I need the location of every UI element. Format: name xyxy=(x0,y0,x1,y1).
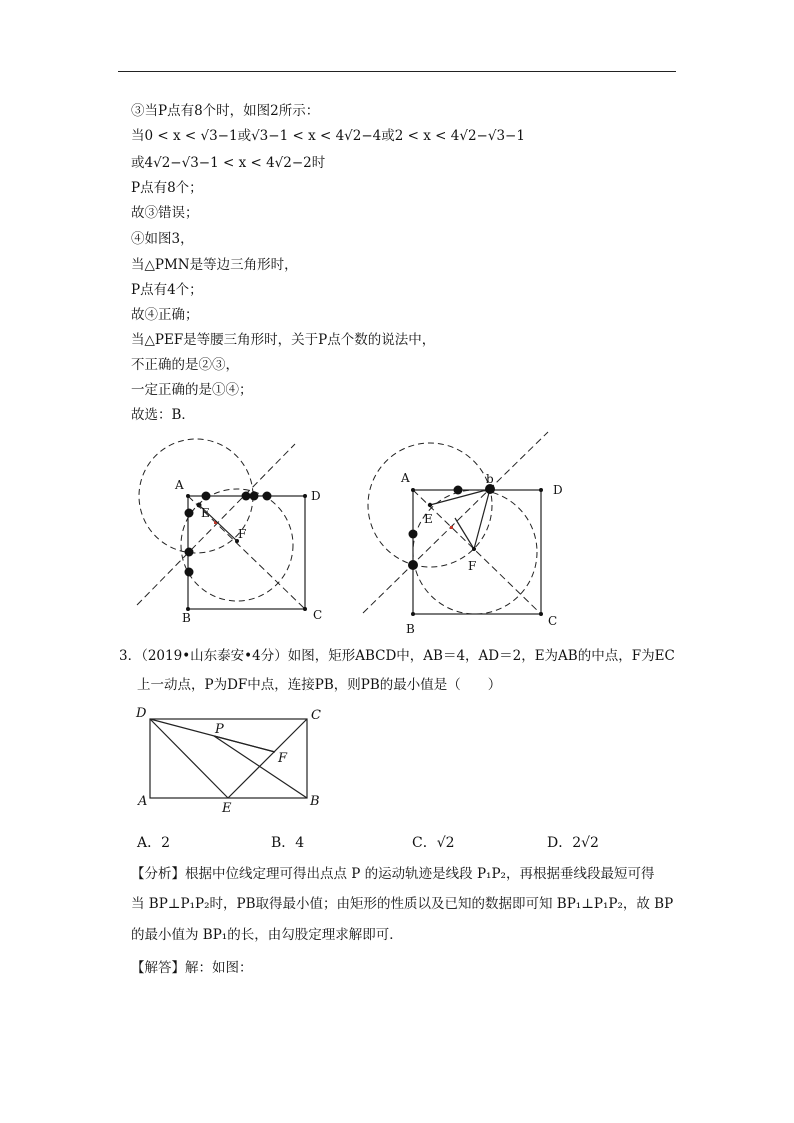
answer-line-1: 【解答】解：如图： xyxy=(131,960,253,976)
analysis-line-3: 的最小值为 BP₁的长，由勾股定理求解即可． xyxy=(131,927,403,943)
figure-question-3 xyxy=(135,706,321,816)
label-a: A xyxy=(138,794,148,809)
text-line: ④如图3， xyxy=(131,231,194,247)
label-f: F xyxy=(238,527,247,541)
text-line: 故选：B． xyxy=(131,407,195,423)
label-b: B xyxy=(406,622,415,636)
text-line: P点有4个； xyxy=(131,282,203,298)
label-c: C xyxy=(313,608,323,622)
text-line: 故④正确； xyxy=(131,307,199,323)
label-f: F xyxy=(468,559,477,573)
label-d: D xyxy=(553,483,563,497)
option-d: D．2√2 xyxy=(547,835,599,851)
diagonal-dashed xyxy=(137,444,295,605)
label-f: F xyxy=(278,751,288,766)
question-line-1: 3．（2019•山东泰安•4分）如图，矩形ABCD中，AB＝4，AD＝2，E为AB的中点，F为EC xyxy=(119,648,675,664)
label-d: D xyxy=(311,489,321,503)
label-a: A xyxy=(175,478,184,492)
text-line: 或4√2−√3−1 < x < 4√2−2时 xyxy=(131,155,326,171)
label-b: B xyxy=(310,794,320,809)
label-p: P xyxy=(215,722,224,737)
text-line: P点有8个； xyxy=(131,180,203,196)
text-line: ③当P点有8个时，如图2所示： xyxy=(131,103,320,119)
figure-3 xyxy=(363,432,563,636)
text-line: 不正确的是②③， xyxy=(131,357,239,373)
label-b: B xyxy=(182,611,191,625)
label-e: E xyxy=(222,801,232,816)
label-c: C xyxy=(311,708,321,723)
option-a: A．2 xyxy=(137,835,171,851)
option-b: B．4 xyxy=(271,835,305,851)
label-c: C xyxy=(548,614,558,628)
text-line: 当△PMN是等边三角形时， xyxy=(131,257,298,273)
label-d: D xyxy=(136,706,147,721)
analysis-line-2: 当 BP⊥P₁P₂时，PB取得最小值；由矩形的性质以及已知的数据即可知 BP₁⊥P₁P₂，故 BP xyxy=(131,896,674,912)
label-point: b xyxy=(486,472,494,486)
label-a: A xyxy=(401,471,410,485)
diagonal-ac xyxy=(413,490,541,614)
diagonal-dashed xyxy=(363,432,548,613)
question-line-2: 上一动点，P为DF中点，连接PB，则PB的最小值是（ ） xyxy=(137,677,502,693)
text-line: 当0 < x < √3−1或√3−1 < x < 4√2−4或2 < x < 4√2−√3−1 xyxy=(131,128,525,144)
figure-2 xyxy=(137,439,322,625)
option-c: C．√2 xyxy=(412,835,455,851)
label-e: E xyxy=(424,512,433,526)
analysis-line-1: 【分析】根据中位线定理可得出点点 P 的运动轨迹是线段 P₁P₂，再根据垂线段最短可得 xyxy=(131,866,655,882)
text-line: 当△PEF是等腰三角形时，关于P点个数的说法中， xyxy=(131,332,436,348)
text-line: 故③错误； xyxy=(131,205,199,221)
label-e: E xyxy=(201,506,210,520)
text-line: 一定正确的是①④； xyxy=(131,382,253,398)
